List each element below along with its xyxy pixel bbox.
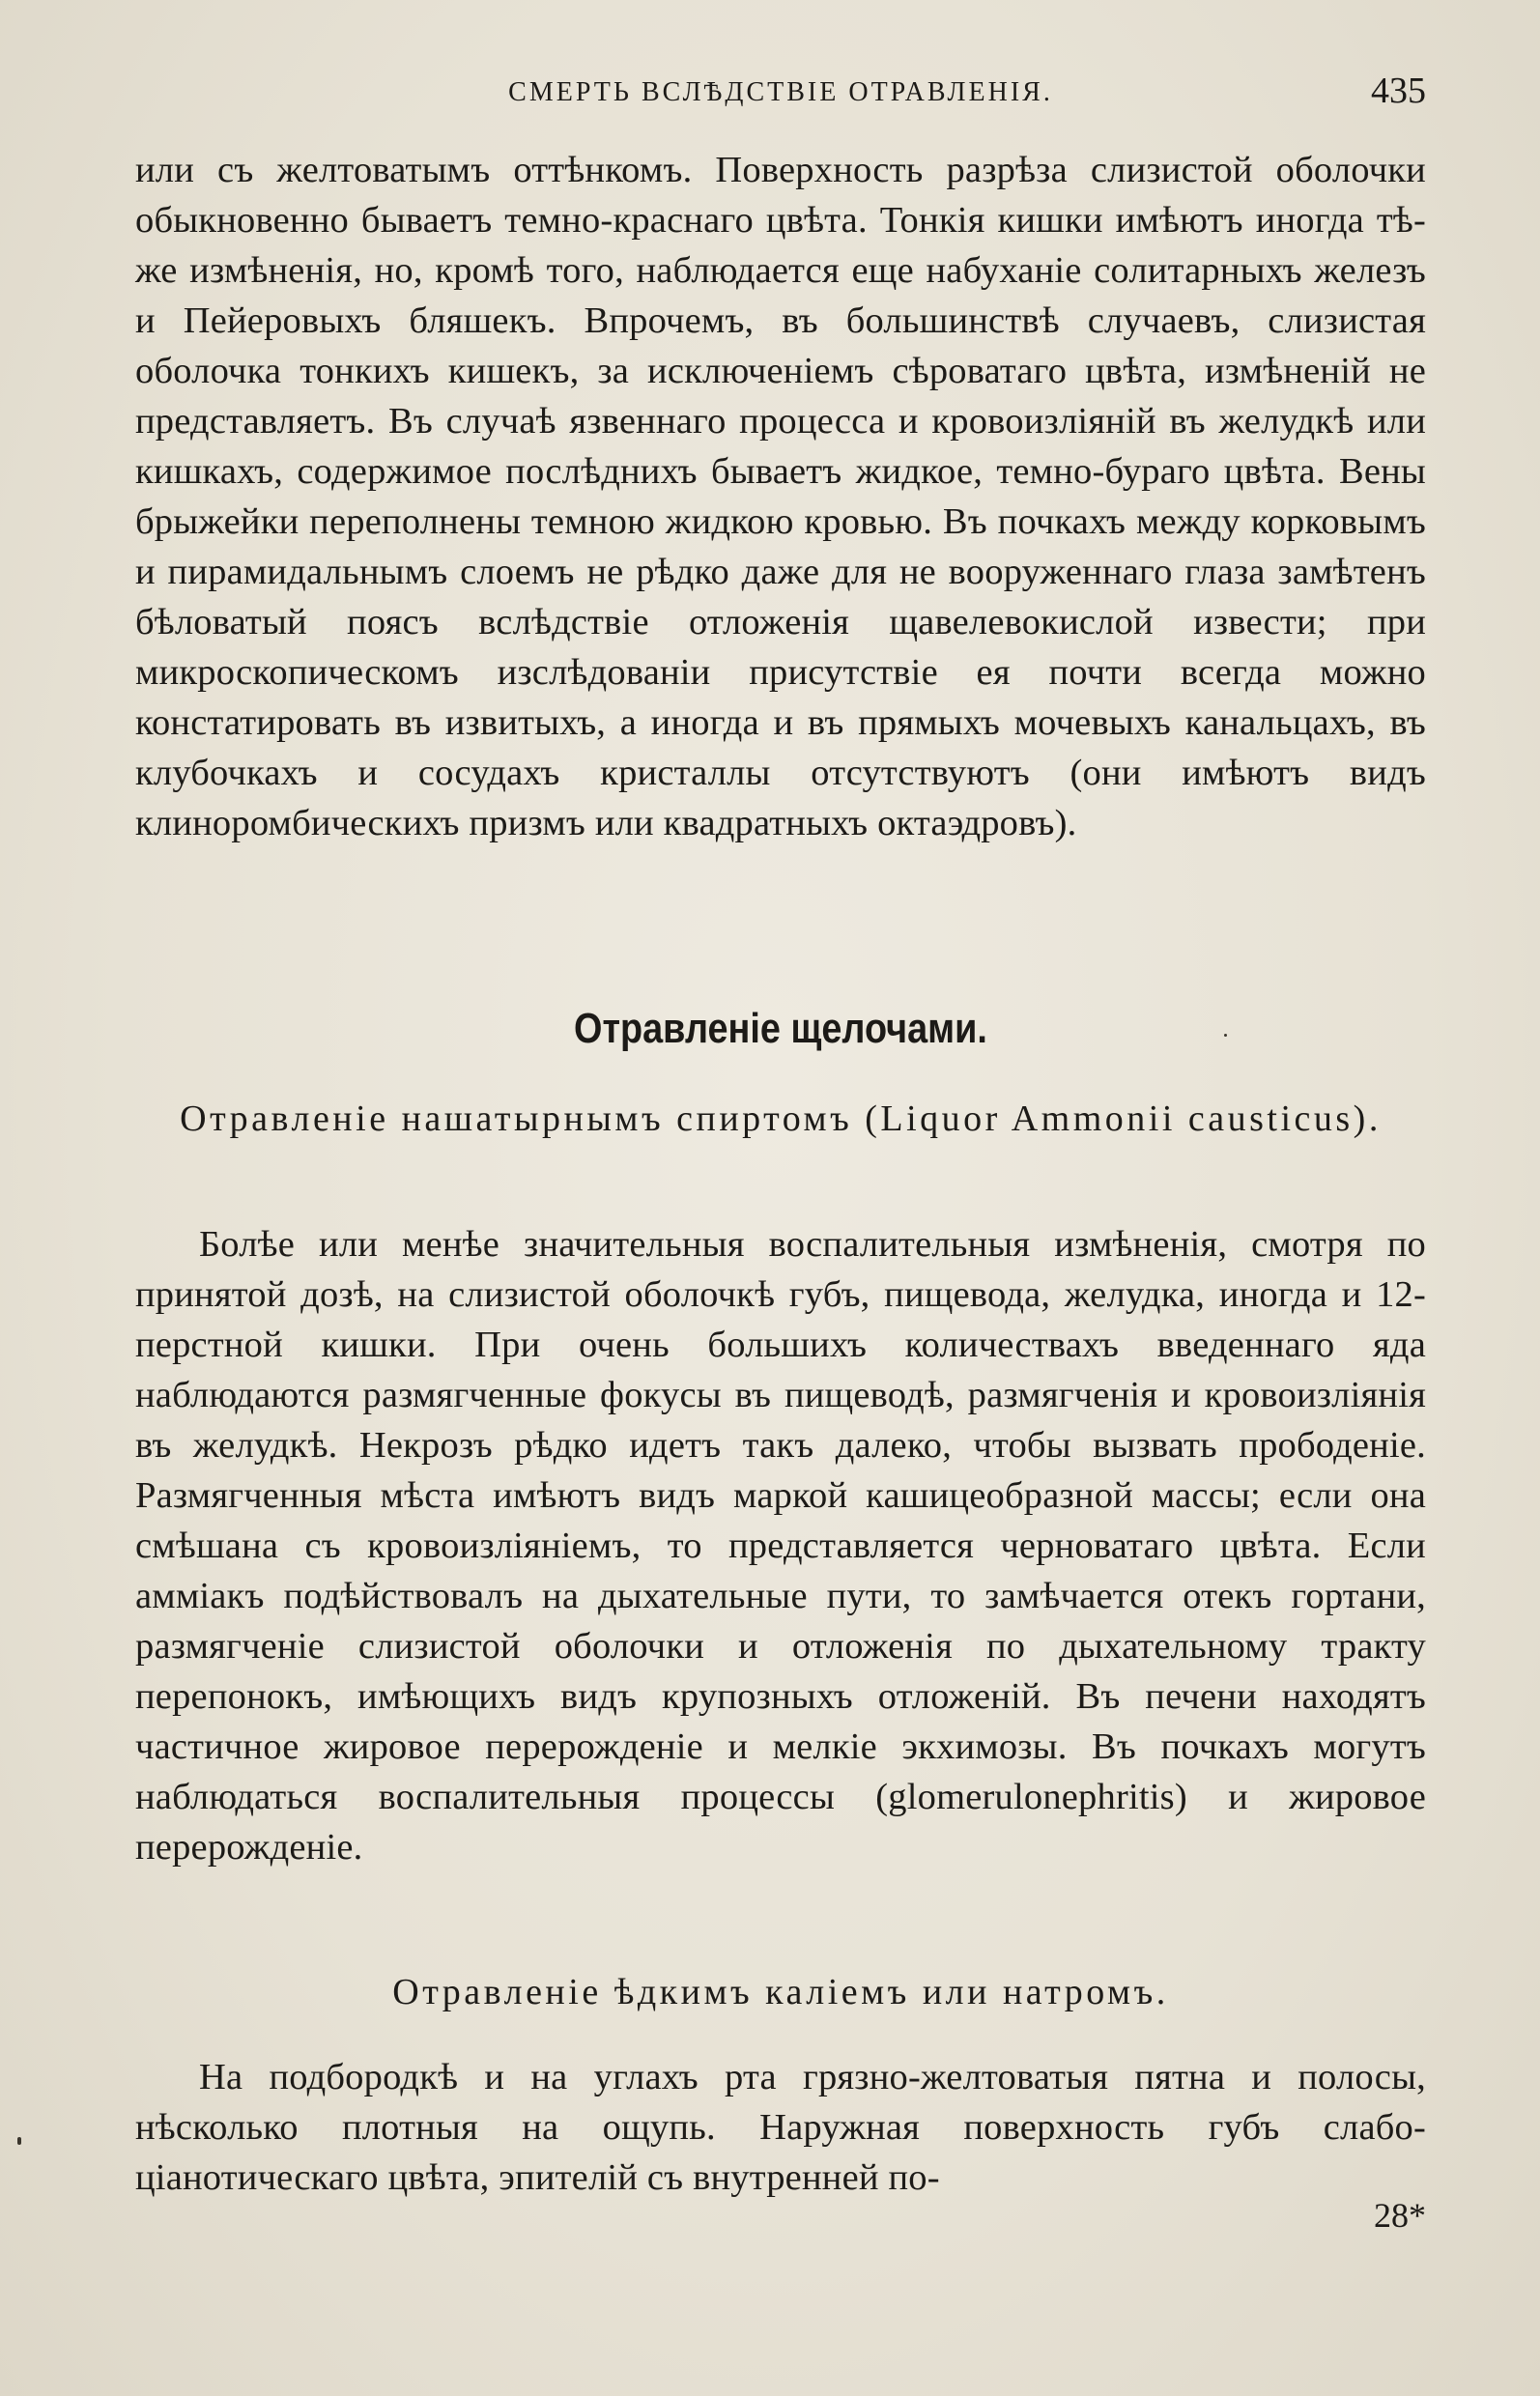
paragraph-ammonia-findings: Болѣе или менѣе значительныя воспалительныя измѣненія, смотря по принятой дозѣ, на слизистой оболочкѣ губъ, пищевода, желудка, иногда и 12-перстной кишки. При очень большихъ количествахъ введеннаго яда наблюдаются размягченные фокусы въ пищеводѣ, размягченія и кровоизліянія въ желудкѣ. Некрозъ рѣдко идетъ такъ далеко, чтобы вызвать прободеніе. Размягченныя мѣста имѣютъ видъ маркой кашицеобразной массы; если она смѣшана съ кровоизліяніемъ, то представляется черноватаго цвѣта. Если аммiакъ подѣйствовалъ на дыхательные пути, то замѣчается отекъ гортани, размягченіе слизистой оболочки и отложенія по дыхательному тракту перепонокъ, имѣющихъ видъ крупозныхъ отложеній. Въ печени находятъ частичное жировое перерожденіе и мелкіе экхимозы. Въ почкахъ могутъ наблюдаться воспалительныя процессы (glomerulonephritis) и жировое перерожденіе. <box>135 1224 1426 1868</box>
ink-speck <box>17 2137 21 2145</box>
paragraph-kidney-findings: или съ желтоватымъ оттѣнкомъ. Поверхность разрѣза слизистой оболочки обыкновенно бываетъ темно-краснаго цвѣта. Тонкія кишки имѣютъ иногда тѣ-же измѣненія, но, кромѣ того, наблюдается еще набуханіе солитарныхъ железъ и Пейеровыхъ бляшекъ. Впрочемъ, въ большинствѣ случаевъ, слизистая оболочка тонкихъ кишекъ, за исключеніемъ сѣроватаго цвѣта, измѣненій не представляетъ. Въ случаѣ язвеннаго процесса и кровоизліяній въ желудкѣ или кишкахъ, содержимое послѣднихъ бываетъ жидкое, темно-бураго цвѣта. Вены брыжейки переполнены темною жидкою кровью. Въ почкахъ между корковымъ и пирамидальнымъ слоемъ не рѣдко даже для не вооруженнаго глаза замѣтенъ бѣловатый поясъ вслѣдствіе отложенія щавелевокислой извести; при микроскопическомъ изслѣдованіи присутствіе ея почти всегда можно констатировать въ извитыхъ, а иногда и въ прямыхъ мочевыхъ канальцахъ, въ клубочкахъ и сосудахъ кристаллы отсутствуютъ (они имѣютъ видъ клиноромбическихъ призмъ или квадратныхъ октаэдровъ). <box>135 150 1426 843</box>
subheading-caustic-potash-poisoning: Отравленіе ѣдкимъ каліемъ или натромъ. <box>392 1972 1169 2012</box>
signature-mark: 28* <box>1374 2196 1426 2235</box>
section-heading-alkali-poisoning: Отравленіе щелочами. <box>574 1005 987 1052</box>
paragraph-caustic-potash-findings: На подбородкѣ и на углахъ рта грязно-желтоватыя пятна и полосы, нѣсколько плотныя на ощупь. Наружная поверхность губъ слабо-ціанотическаго цвѣта, эпителій съ внутренней по- <box>135 2057 1426 2198</box>
subheading-ammonia-poisoning: Отравленіе нашатырнымъ спиртомъ (Liquor Ammonii causticus). <box>180 1098 1382 1139</box>
ink-speck <box>1224 1034 1227 1037</box>
running-head <box>135 70 1426 118</box>
running-title: СМЕРТЬ ВСЛѢДСТВІЕ ОТРАВЛЕНІЯ. <box>508 77 1053 107</box>
page-number: 435 <box>1371 71 1426 111</box>
